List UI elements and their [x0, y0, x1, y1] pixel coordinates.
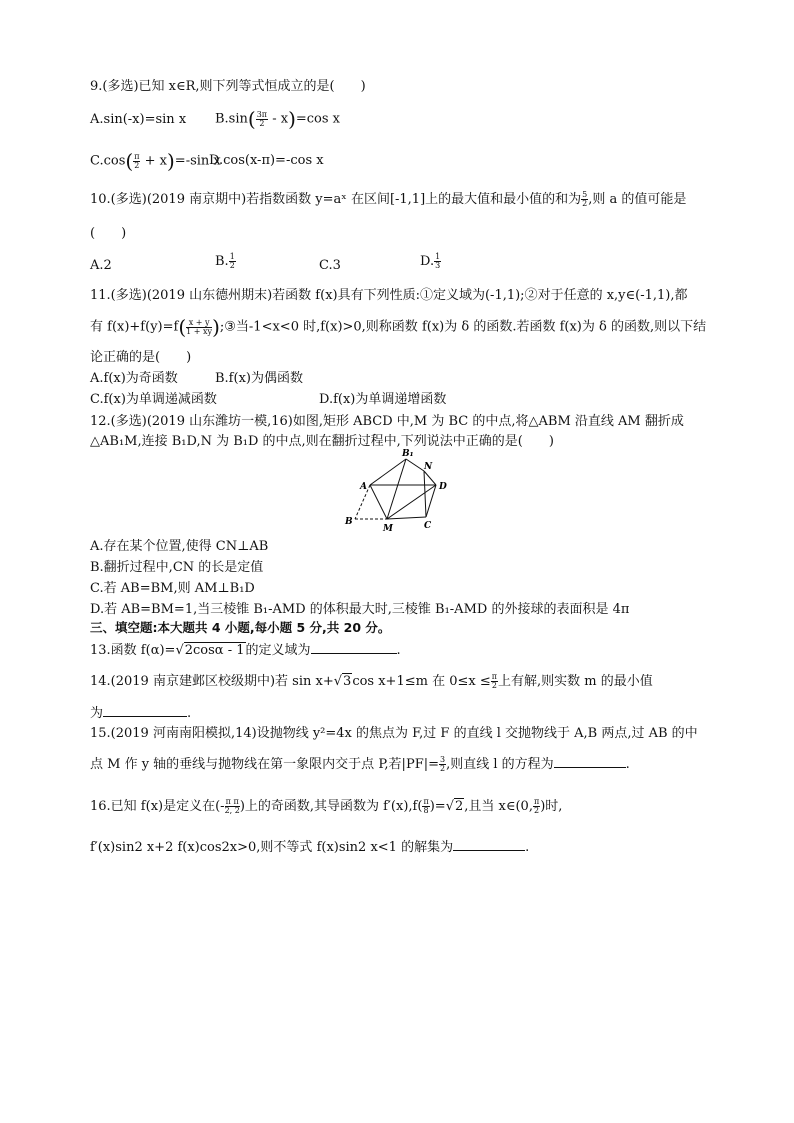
- q15-frac-num: 3: [439, 755, 446, 764]
- q9-stem: 9.(多选)已知 x∈R,则下列等式恒成立的是( ): [90, 79, 366, 94]
- q11-option-c: C.f(x)为单调递减函数: [90, 392, 217, 407]
- q10-d-den: 3: [435, 261, 441, 270]
- q16-arg-den: 8: [423, 806, 429, 815]
- q11-line2: [90, 312, 706, 342]
- q11-frac-num: x + y: [186, 319, 212, 328]
- q14-frac-num: π: [491, 672, 497, 681]
- q16-line1: [90, 797, 562, 817]
- q16-arg-paren-open: (: [417, 799, 423, 814]
- q10-d-label: D.: [420, 254, 435, 269]
- fig-label-b: B: [345, 517, 353, 527]
- q10-d-frac: [434, 253, 441, 270]
- q11-paren-open: (: [178, 315, 187, 339]
- fig-edge-m-d: [387, 485, 436, 519]
- q14-frac-den: 2: [491, 681, 497, 690]
- fig-label-a: A: [360, 482, 367, 492]
- q12-line1: 12.(多选)(2019 山东潍坊一模,16)如图,矩形 ABCD 中,M 为 BC 的中点,将△ABM 沿直线 AM 翻折成: [90, 414, 684, 429]
- q14-sqrt-body: 3: [343, 674, 352, 689]
- q12-option-b: B.翻折过程中,CN 的长是定值: [90, 560, 264, 575]
- q10-option-b: [215, 252, 236, 272]
- q10-option-c: C.3: [319, 258, 341, 273]
- q11-option-b: B.f(x)为偶函数: [215, 371, 303, 386]
- q10-stem: [90, 190, 686, 210]
- q16-line1-b: )上的奇函数,其导函数为 f′(x),f: [239, 799, 418, 814]
- q14-line1-c: 上有解,则实数 m 的最小值: [498, 674, 653, 689]
- q15-line2: 点 M 作 y 轴的垂线与抛物线在第一象限内交于点 P,若|PF|= $\frac{3}{2}$ ,则直线 l 的方程为 .: [90, 755, 630, 773]
- q9-c-frac-den: 2: [134, 160, 140, 170]
- q11-option-d: D.f(x)为单调递增函数: [319, 392, 447, 407]
- q16-interval-frac: [225, 798, 240, 815]
- q15-line1: 15.(2019 河南南阳模拟,14)设抛物线 y²=4x 的焦点为 F,过 F 的直线 l 交抛物线于 A,B 两点,过 AB 的中: [90, 726, 698, 741]
- q16-line2: f′(x)sin2 x+2 f(x)cos2x>0,则不等式 f(x)sin2 x<1 的解集为 .: [90, 837, 529, 858]
- q10-b-label: B.: [215, 254, 229, 269]
- q9-b-frac: [256, 111, 268, 128]
- fig-edge-c-n: [424, 471, 426, 517]
- q14-line1-b: cos x+1≤m 在 0≤x ≤: [352, 674, 491, 689]
- q11-paren-close: ): [212, 315, 220, 339]
- q9-c-suffix: + x: [144, 153, 167, 169]
- q12-option-a: A.存在某个位置,使得 CN⊥AB: [90, 539, 269, 554]
- q13-line: 13.函数 f(α)=√2cosα - 1的定义域为 .: [90, 640, 401, 661]
- q13-suffix: 的定义域为: [245, 643, 311, 658]
- sqrt-icon: √: [333, 674, 343, 689]
- q9-b-paren-close: ): [288, 107, 296, 131]
- q10-option-a: A.2: [90, 258, 112, 273]
- q16-sqrt-body: 2: [454, 799, 464, 814]
- fig-edge-a-b1: [370, 459, 406, 485]
- section3-heading: 三、填空题:本大题共 4 小题,每小题 5 分,共 20 分。: [90, 620, 391, 635]
- q9-c-paren-open: (: [125, 149, 134, 173]
- q9-c-frac: [133, 153, 140, 170]
- q16-arg-paren-close: ): [429, 799, 435, 814]
- q9-b-frac-num: 3π: [256, 109, 268, 119]
- q9-c-prefix: C.cos: [90, 153, 126, 169]
- q16-line1-e: )时,: [540, 799, 563, 814]
- q9-c-frac-num: π: [134, 151, 140, 161]
- q14-line2-text: 为: [90, 706, 104, 721]
- q15-answer-blank[interactable]: [554, 754, 626, 768]
- fig-edge-c-d: [426, 485, 436, 517]
- q11-frac-den: 1 + xy: [186, 326, 213, 336]
- q14-line1: [90, 672, 653, 692]
- q9-b-paren-open: (: [247, 107, 256, 131]
- q16-interval-num: π π: [225, 797, 239, 806]
- q16-x-num: π: [533, 797, 540, 806]
- q10-option-d: [420, 252, 441, 272]
- q11-frac: [186, 319, 212, 336]
- q14-line2: 为 .: [90, 703, 191, 724]
- q14-frac: [491, 673, 498, 690]
- q16-arg-num: π: [423, 797, 429, 806]
- q9-option-b: [215, 104, 340, 134]
- fig-edge-b1-m: [387, 459, 406, 519]
- q16-line1-c: =: [434, 799, 446, 814]
- fig-edge-m-c: [387, 517, 426, 519]
- q9-b-prefix: B.sin: [215, 111, 248, 127]
- q11-line2-b: ;③当-1<x<0 时,f(x)>0,则称函数 f(x)为 δ 的函数.若函数 f(x)为 δ 的函数,则以下结: [219, 319, 707, 335]
- q15-line2-a: 点 M 作 y 轴的垂线与抛物线在第一象限内交于点 P,若|PF|=: [90, 757, 439, 772]
- q11-option-a: A.f(x)为奇函数: [90, 371, 178, 386]
- q16-line2-text: f′(x)sin2 x+2 f(x)cos2x>0,则不等式 f(x)sin2 x<1 的解集为: [90, 840, 454, 855]
- q10-stem-b: ,则 a 的值可能是: [588, 192, 687, 207]
- q12-option-c: C.若 AB=BM,则 AM⊥B₁D: [90, 581, 255, 596]
- q9-b-suffix: - x: [272, 111, 289, 127]
- q9-option-d: D.cos(x-π)=-cos x: [209, 153, 324, 168]
- q9-c-paren-close: ): [166, 149, 175, 173]
- sqrt-icon: √: [175, 643, 184, 658]
- q12-option-d: D.若 AB=BM=1,当三棱锥 B₁-AMD 的体积最大时,三棱锥 B₁-AMD 的外接球的表面积是 4π: [90, 602, 630, 617]
- q15-frac-den: 2: [439, 764, 446, 773]
- q9-option-a: A.sin(-x)=sin x: [90, 112, 187, 127]
- q11-line1: 11.(多选)(2019 山东德州期末)若函数 f(x)具有下列性质:①定义域为(-1,1);②对于任意的 x,y∈(-1,1),都: [90, 288, 688, 303]
- q10-d-num: 1: [435, 252, 441, 261]
- fig-edge-n-d: [424, 471, 436, 485]
- q14-line1-a: 14.(2019 南京建邺区校级期中)若 sin x+: [90, 674, 334, 689]
- q13-prefix: 13.函数 f(α)=: [90, 643, 176, 658]
- q10-frac-den: 2: [582, 199, 588, 208]
- q13-sqrt-body: 2cosα - 1: [184, 643, 245, 658]
- q16-x-den: 2: [534, 806, 540, 815]
- q14-answer-blank[interactable]: [103, 703, 187, 717]
- q10-b-den: 2: [229, 261, 235, 270]
- q10-stem-a: 10.(多选)(2019 南京期中)若指数函数 y=aˣ 在区间[-1,1]上的最大值和最小值的和为: [90, 192, 582, 207]
- fig-label-d: D: [439, 482, 447, 492]
- fig-edge-a-m: [370, 485, 387, 519]
- q10-paren: ( ): [90, 226, 127, 241]
- q15-frac: [439, 756, 446, 773]
- fig-label-b1: B₁: [402, 449, 414, 459]
- q9-c-tail: =-sin x: [174, 153, 221, 169]
- fig-edge-b1-n: [406, 459, 424, 471]
- fig-label-n: N: [424, 462, 433, 472]
- q10-b-frac: [229, 253, 236, 270]
- q12-line2: △AB₁M,连接 B₁D,N 为 B₁D 的中点,则在翻折过程中,下列说法中正确的是( ): [90, 434, 554, 449]
- fig-label-m: M: [383, 524, 393, 534]
- q13-answer-blank[interactable]: [311, 640, 397, 654]
- q9-b-tail: =cos x: [295, 111, 341, 127]
- q10-b-num: 1: [229, 252, 235, 261]
- q9-b-frac-den: 2: [259, 118, 265, 128]
- sqrt-icon: √: [445, 799, 454, 814]
- q16-answer-blank[interactable]: [453, 837, 525, 851]
- q16-arg-frac: [422, 798, 429, 815]
- q12-figure: [340, 447, 460, 537]
- q16-line1-d: ,且当 x∈(0,: [464, 799, 533, 814]
- q11-line2-a: 有 f(x)+f(y)=f: [90, 319, 179, 335]
- q15-line2-b: ,则直线 l 的方程为: [446, 757, 554, 772]
- q11-line3: 论正确的是( ): [90, 350, 192, 365]
- q10-frac-num: 5: [582, 190, 588, 199]
- q16-interval-den: 2, 2: [224, 806, 240, 815]
- q9-option-c: [90, 146, 221, 176]
- q16-line1-a: 16.已知 f(x)是定义在(-: [90, 799, 225, 814]
- fig-label-c: C: [424, 521, 432, 531]
